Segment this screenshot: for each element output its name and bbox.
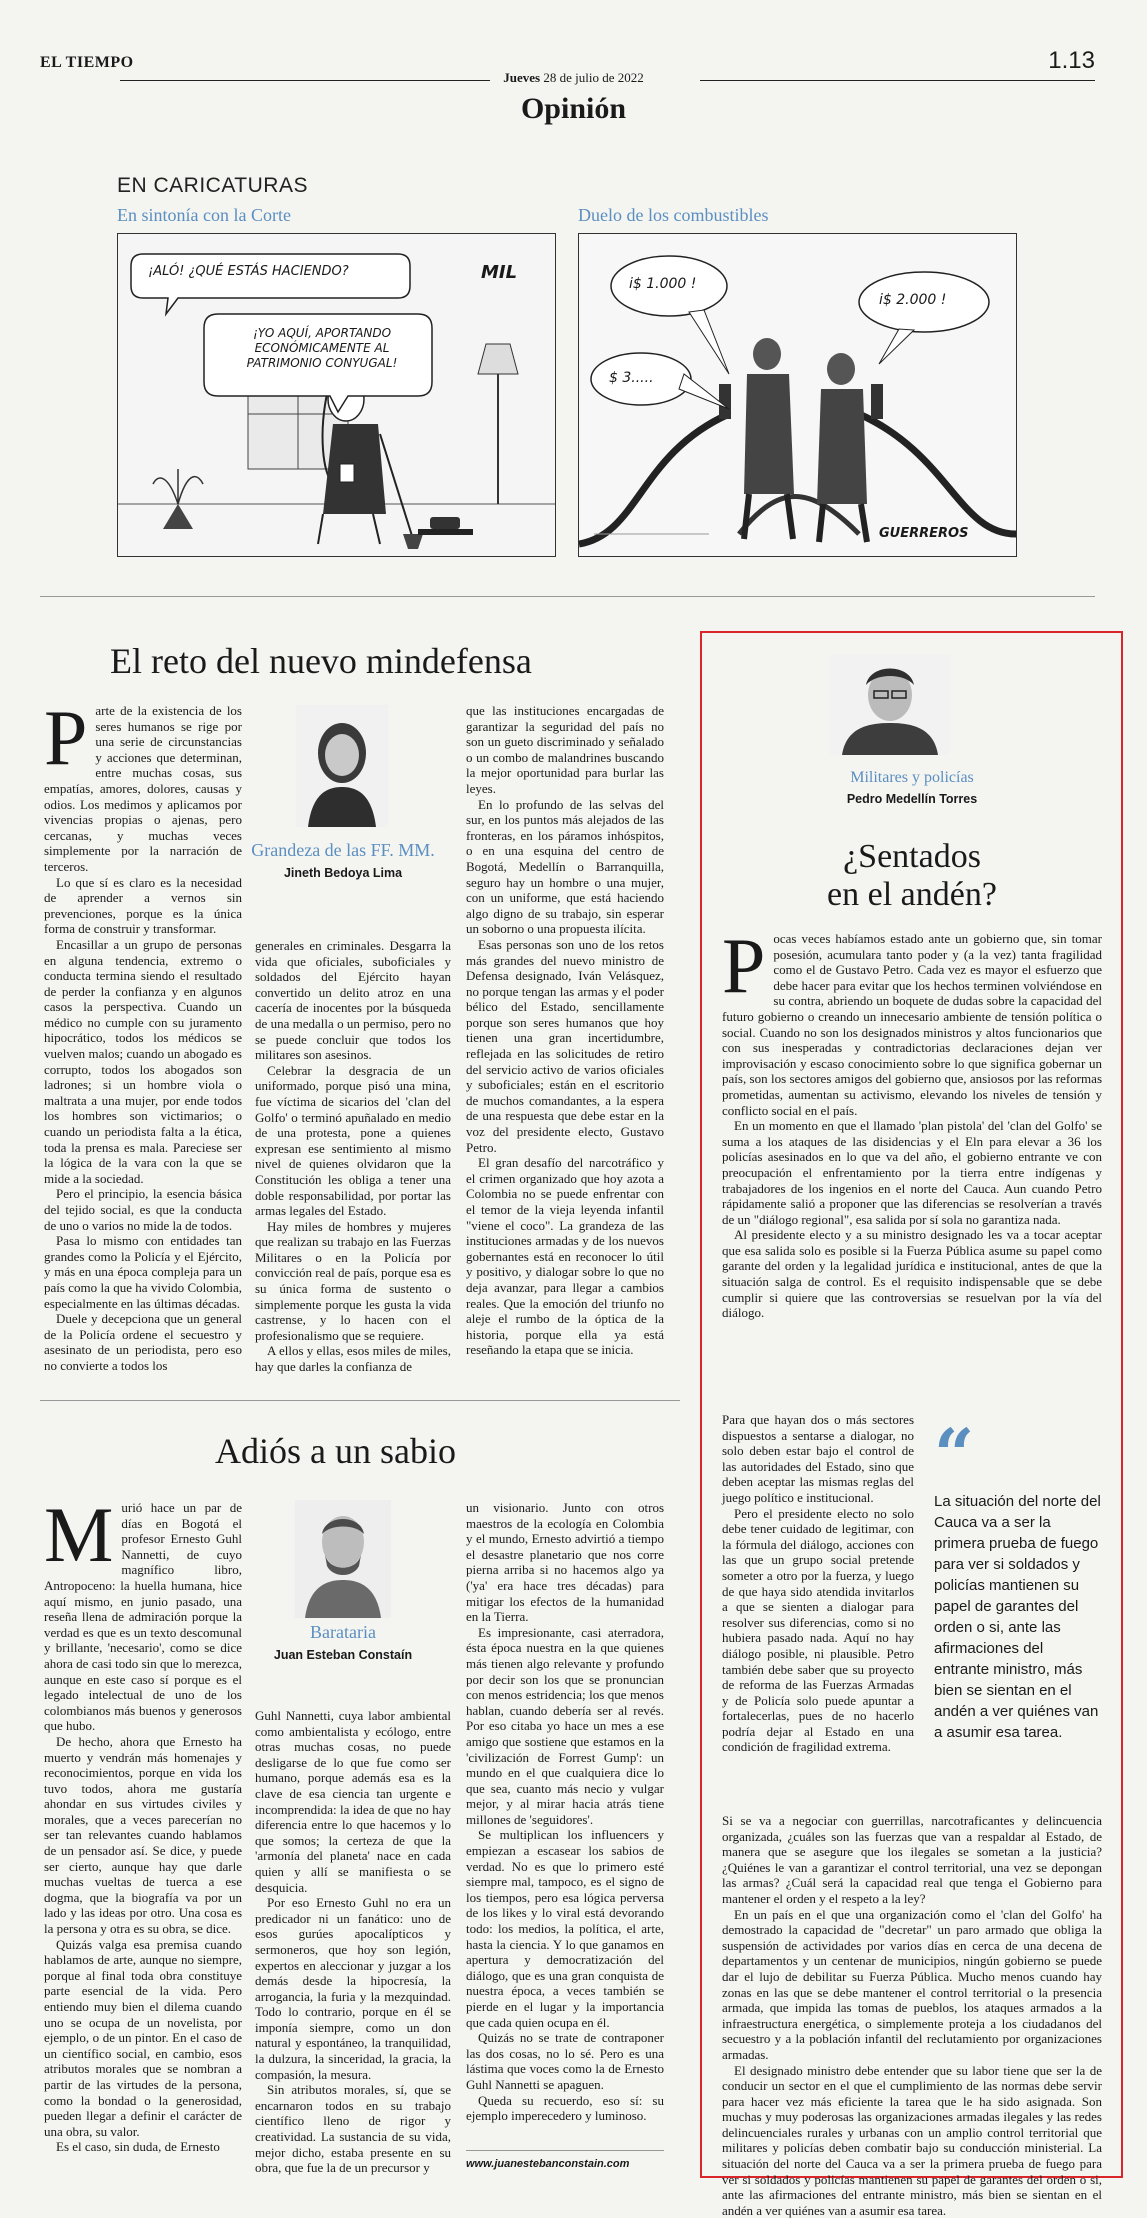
- article-2-col1-p4: Es el caso, sin duda, de Ernesto: [44, 2139, 242, 2155]
- article-2-author: Juan Esteban Constaín: [248, 1648, 438, 1662]
- article-3-body-narrow: [722, 1412, 914, 1755]
- section-divider: [40, 596, 1095, 597]
- article-1-col1-p2: Lo que sí es claro es la necesidad de aprender a vernos sin prevenciones, porque es la única forma de construir y transformar.: [44, 875, 242, 937]
- cartoon-left: [117, 233, 556, 557]
- author-photo-bedoya-drawing: [296, 705, 388, 827]
- author-photo-constain-drawing: [295, 1500, 391, 1618]
- cartoon-right-bubble-1: i$ 1.000 !: [629, 276, 696, 292]
- author-photo-constain: [295, 1500, 391, 1618]
- article-2-col3-p4: Quizás no se trate de contraponer las dos cosas, no lo sé. Pero es una lástima que voces como la de Ernesto Guhl Nannetti se apaguen.: [466, 2030, 664, 2092]
- page-number: 1.13: [1048, 47, 1095, 75]
- article-1-col3-p2: En lo profundo de las selvas del sur, en los puntos más alejados de las fronteras, en los páramos inhóspitos, o en una esquina del centro de Bogotá, Medellín o Barranquilla, seguro hay un hombre o una mujer, con un uniforme, que está haciendo algo digno de su trabajo, sin esperar un soborno o una propuesta ilícita.: [466, 797, 664, 937]
- article-2-col1-p3: Quizás valga esa premisa cuando hablamos de arte, aunque no siempre, porque al final toda obra constituye parte esencial de la vida. Pero entiendo muy bien el dilema cuando uno se ocupa de un novelista, por ejemplo, o de un pintor. En el caso de un científico social, en cambio, esos atributos morales que se nombran a partir de las virtudes de la persona, como la bondad o la generosidad, pueden llegar a definir el carácter de una obra, su valor.: [44, 1937, 242, 2140]
- article-2-dropcap: M: [44, 1504, 113, 1566]
- cartoon-right-title: Duelo de los combustibles: [578, 205, 768, 226]
- dateline: [0, 70, 1147, 86]
- article-3-p2: En un momento en que el llamado 'plan pistola' del 'clan del Golfo' se suma a los ataques de las disidencias y el Eln para elevar a 36 los policías asesinados en lo que va del año, el gobierno entrante ve con preocupación el enfrentamiento por la tierra entre indígenas y trabajadores de los ingenios en el norte del Cauca. Aun cuando Petro rápidamente salió a proponer que las diferencias se resolverían a través de un "diálogo regional", esa salida por sí sola no garantiza nada.: [722, 1118, 1102, 1227]
- quote-icon: “: [934, 1425, 974, 1485]
- article-2-col2-p3: Sin atributos morales, sí, que se encarnaron todos en su trabajo científico lleno de rigor y creatividad. La sustancia de su vida, mejor dicho, estaba presente en su obra, que fue la de un precursor y: [255, 2082, 451, 2176]
- article-2-col2-p1: Guhl Nannetti, cuya labor ambiental como ambientalista y ecólogo, entre otras muchas cosas, no puede desligarse de lo que fue como ser humano, porque además esa es la clave de esa ciencia tan urgente e incomprendida: la idea de que no hay diferencia entre lo que hacemos y lo que somos; la certeza de que la 'armonía del planeta' nace en cada quien y allí se manifiesta o se desquicia.: [255, 1708, 451, 1895]
- cartoon-left-bubble-2: ¡YO AQUÍ, APORTANDO ECONÓMICAMENTE AL PATRIMONIO CONYUGAL!: [222, 326, 422, 371]
- article-1-col2-p2: Celebrar la desgracia de un uniformado, porque pisó una mina, fue víctima de sicarios del 'clan del Golfo' o terminó apuñalado en medio de una protesta, pone a quienes expresan ese sentimiento al mismo nivel de quienes olvidaron que la Constitución les obliga a tener una doble responsabilidad, por portar las armas legales del Estado.: [255, 1063, 451, 1219]
- date-day: Jueves: [503, 70, 540, 85]
- cartoon-right-bubble-3: $ 3.....: [609, 370, 654, 386]
- article-1-section: Grandeza de las FF. MM.: [248, 840, 438, 861]
- article-2-col1-p1: urió hace un par de días en Bogotá el profesor Ernesto Guhl Nannetti, de cuyo magnífico libro, Antropoceno: la huella humana, hice aquí mismo, en junio pasado, una reseña llena de admiración porque la verdad es que es un texto descomunal y brillante, 'necesario', como se dice ahora de casi todo sin que lo merezca, aunque en este caso sí porque es el legado intelectual de uno de los colombianos más buenos y generosos que hubo.: [44, 1500, 242, 1733]
- article-3-body-top: [722, 931, 1102, 1321]
- article-3-p7: En un país en el que una organización como el 'clan del Golfo' ha demostrado la capacidad de "decretar" un paro armado que obliga la suspensión de actividades por varios días en cerca de una decena de departamentos y un centenar de municipios, ningún gobierno se puede dar el lujo de debilitar su Fuerza Pública. Mucho menos cuando hay zonas en las que se debe mantener el control territorial o la presencia armada, que impida las tomas de pueblos, los ataques armados a la infraestructura energética, o simplemente proteja a los ciudadanos del secuestro y a la población infantil del reclutamiento por organizaciones armadas.: [722, 1907, 1102, 2063]
- article-3-body-bottom: [722, 1813, 1102, 2218]
- author-website-link[interactable]: www.juanestebanconstain.com: [466, 2158, 629, 2170]
- author-photo-medellin: [830, 655, 950, 755]
- article-3-headline-line-1: ¿Sentados: [702, 838, 1122, 876]
- cartoon-left-bubble-1: ¡ALÓ! ¿QUÉ ESTÁS HACIENDO?: [148, 264, 398, 279]
- caricaturas-heading: EN CARICATURAS: [117, 174, 308, 198]
- article-1-col1-p5: Pasa lo mismo con entidades tan grandes como la Policía y el Ejército, y más en una época compleja para un país como la que ha vivido Colombia, especialmente en las últimas décadas.: [44, 1233, 242, 1311]
- date-rest: 28 de julio de 2022: [543, 70, 643, 85]
- article-1-col3-p4: El gran desafío del narcotráfico y el crimen organizado que hoy azota a Colombia no se puede enfrentar con el temor de la vieja leyenda infantil "viene el coco". La grandeza de las instituciones armadas y de los nuevos gobernantes está en reconocer lo útil y positivo, y dialogar sobre lo que no deja avanzar, para llegar a cambios reales. Que la emoción del triunfo no aleje el rumbo de la óptica de la historia, porque ella ya está reseñando la etapa que se inicia.: [466, 1155, 664, 1358]
- article-3-p6: Si se va a negociar con guerrillas, narcotraficantes y delincuencia organizada, ¿cuáles son las fuerzas que van a respaldar al Estado, de manera que se asegure que los ilegales se sometan a la justicia? ¿Quiénes le van a garantizar el control territorial, una vez se depongan las armas? ¿Cuál será la capacidad real que tenga el Gobierno para mantener el orden y el respeto a la ley?: [722, 1813, 1102, 1907]
- article-1-dropcap: P: [44, 707, 87, 769]
- article-1-col2-p3: Hay miles de hombres y mujeres que realizan su trabajo en las Fuerzas Militares o en la Policía por convicción real de país, porque esa es su única forma de sustento o simplemente porque les gusta la vida castrense, y lo hacen con el profesionalismo que se requiere.: [255, 1219, 451, 1344]
- article-1-headline: El reto del nuevo mindefensa: [110, 640, 532, 682]
- url-rule: [466, 2150, 664, 2151]
- article-2-headline: Adiós a un sabio: [215, 1430, 456, 1472]
- article-3-headline-line-2: en el andén?: [702, 876, 1122, 914]
- article-3-dropcap: P: [722, 935, 765, 997]
- article-1-col3-p1: que las instituciones encargadas de garantizar la seguridad del país no son un gueto discriminado y señalado o un combo de malandrines buscando la mejor oportunidad para burlar las leyes.: [466, 703, 664, 797]
- article-2-col-1: [44, 1500, 242, 2155]
- article-1-col2-p1: generales en criminales. Desgarra la vida que oficiales, suboficiales y soldados del Ejército hayan convertido un delito atroz en una cacería de inocentes por la búsqueda de una medalla o un permiso, pero no se puede concluir que todos los militares son asesinos.: [255, 938, 451, 1063]
- article-1-col3-p3: Esas personas son uno de los retos más grandes del nuevo ministro de Defensa designado, Iván Velásquez, no porque tengan las armas y el poder bélico del Estado, sencillamente porque son seres humanos que hoy tienen una gran incertidumbre, reflejada en las solicitudes de retiro del servicio activo de varios oficiales y suboficiales; están en el escritorio de muchos comandantes, a la espera de una respuesta que debe estar en la voz del presidente electo, Gustavo Petro.: [466, 937, 664, 1155]
- article-2-col-3: [466, 1500, 664, 2124]
- article-2-col3-p1: un visionario. Junto con otros maestros de la ecología en Colombia y el mundo, Ernesto advirtió a tiempo el desastre planetario que nos corre pierna arriba si no hacemos algo ya ('ya' era hace tres décadas) para mitigar los efectos de la humanidad en la Tierra.: [466, 1500, 664, 1625]
- cartoon-left-signature: MIL: [481, 262, 517, 283]
- cartoon-left-title: En sintonía con la Corte: [117, 205, 291, 226]
- author-photo-bedoya: [296, 705, 388, 827]
- article-3-p4: Para que hayan dos o más sectores dispuestos a sentarse a dialogar, no solo deben estar bajo el control de las autoridades del Estado, sino que deben aceptar las mismas reglas del juego político e institucional.: [722, 1412, 914, 1506]
- article-2-col1-p2: De hecho, ahora que Ernesto ha muerto y vendrán más homenajes y reconocimientos, porque en vida los tuvo todos, ahora me gustaría ahondar en sus virtudes civiles y morales, que a veces parecerían no ser tan relevantes cuando hablamos de un pensador así. Se dice, y puede ser cierto, aunque hay que darle muchas vueltas de tuerca a ese dogma, que la biografía va por un lado y las ideas por otro. Una cosa es la persona y otra es su obra, se dice.: [44, 1734, 242, 1937]
- article-1-col1-p4: Pero el principio, la esencia básica del tejido social, es que la conducta de uno o varios no mide la de todos.: [44, 1186, 242, 1233]
- article-3-p1: ocas veces habíamos estado ante un gobierno que, sin tomar posesión, acumulara tanto poder y (a la vez) tanta fragilidad como el de Gustavo Petro. Cada vez es mayor el esfuerzo que debe hacer para evitar que los hechos terminen volviéndose en su contra, abriendo un boquete de dudas sobre la capacidad del futuro gobierno o creando un innecesario ambiente de tensión política o social. Cuando no son los designados ministros y altos funcionarios que con sus inesperadas y contradictorias declaraciones dejan ver improvisación y escaso conocimiento sobre lo que significa gobernar un país, son los sectores amigos del gobierno que, ansiosos por las reformas prometidas, aumentan su activismo, elevando los niveles de tensión y conflicto social en el país.: [722, 931, 1102, 1118]
- article-2-section: Barataria: [248, 1622, 438, 1643]
- article-2-col3-p2: Es impresionante, casi aterradora, ésta época nuestra en la que quienes más tienen algo relevante y profundo por decir son los que se pronuncian con menos estridencia; los que menos hablan, cuando debería ser al revés. Por eso citaba yo hace un mes a ese amigo que sostiene que estamos en la 'civilización de Forrest Gump': un mundo en el que cualquiera dice lo que sea, cuanto más necio y vulgar mejor, y al mirar hacia atrás tiene millones de 'seguidores'.: [466, 1625, 664, 1828]
- cartoon-right-signature: GUERREROS: [879, 526, 968, 541]
- article-2-col-2: [255, 1708, 451, 2176]
- article-2-col3-p5: Queda su recuerdo, eso sí: su ejemplo imperecedero y luminoso.: [466, 2093, 664, 2124]
- article-3-p5: Pero el presidente electo no solo debe tener cuidado de legitimar, con la fórmula del diálogo, acciones con las que un grupo social pretende someter a otro por la fuerza, y luego de que haya sido atendida invitarlos a que se sienten a dialogar para resolver sus diferencias, como si no hubiera pasado nada. Aquí no hay diálogo posible, ni plausible. Petro también debe saber que su proyecto de reforma de las Fuerzas Armadas y de Policía solo puede apuntar a fortalecerlas, pues de no hacerlo podría dejar al Estado en una condición de fragilidad extrema.: [722, 1506, 914, 1756]
- article-1-col1-p1: arte de la existencia de los seres humanos se rige por una serie de circunstancias y acciones que determinan, entre muchas cosas, sus empatías, amores, dolores, causas y odios. Los medimos y aplicamos por vivencias propias o ajenas, pero cercanas, y muchas veces simplemente por la narración de terceros.: [44, 703, 242, 874]
- cartoon-right: [578, 233, 1017, 557]
- masthead: EL TIEMPO: [40, 54, 134, 72]
- article-1-col1-p3: Encasillar a un grupo de personas en alguna tendencia, extremo o conducta termina siendo el resultado de perder la confianza y en algunos casos la perspectiva. Cuando un médico no cumple con su juramento hipocrático, todos los médicos se vuelven malos; cuando un abogado es corrupto, todos los abogados son ladrones; si un hombre viola o maltrata a una mujer, por ende todos los hombres son victimarios; o cuando un periodista falta a la ética, toda la prensa es mala. Pareciese ser la lógica de la vara con la que se mide a la sociedad.: [44, 937, 242, 1187]
- article-1-col1-p6: Duele y decepciona que un general de la Policía ordene el secuestro y asesinato de un periodista, pero eso no convierte a todos los: [44, 1311, 242, 1373]
- article-2-col3-p3: Se multiplican los influencers y empiezan a escasear los sabios de verdad. No es que lo primero esté siempre mal, tampoco, es el signo de los tiempos, pero esa lógica perversa de los likes y lo viral está devorando todo: los medios, la política, el arte, hasta la ciencia. Y lo que ganamos en apertura y democratización del diálogo, que es una gran conquista de nuestra época, a veces también se pierde en el lugar y la importancia que cada quien ocupa en él.: [466, 1827, 664, 2030]
- article-3-p3: Al presidente electo y a su ministro designado les va a tocar aceptar que esa salida solo es posible si la Fuerza Pública asume su papel como garante del orden y la legalidad jurídica e institucional, antes de que la situación salga de control. Es el requisito indispensable que se debe cumplir si quiere que las controversias se resuelvan por la vía del diálogo.: [722, 1227, 1102, 1321]
- opinion-box: [700, 631, 1123, 2178]
- cartoon-right-bubble-2: i$ 2.000 !: [879, 292, 946, 308]
- article-3-headline: [702, 838, 1122, 914]
- pull-quote: La situación del norte del Cauca va a ser la primera prueba de fuego para ver si soldados y policías mantienen su papel de garantes del orden o si, ante las afirmaciones del entrante ministro, más bien se sientan en el andén a ver quiénes van a asumir esa tarea.: [934, 1491, 1102, 1743]
- author-photo-medellin-drawing: [830, 655, 950, 755]
- article-3-section: Militares y policías: [702, 769, 1122, 787]
- article-1-col2-p4: A ellos y ellas, esos miles de miles, hay que darles la confianza de: [255, 1343, 451, 1374]
- article-divider: [40, 1400, 680, 1401]
- article-1-col-1: [44, 703, 242, 1374]
- article-3-p8: El designado ministro debe entender que su labor tiene que ser la de conducir un sector en el que el cumplimiento de las normas debe servir para hacer vez más eficiente la tarea que le ha sido asignada. Son muchas y muy poderosas las organizaciones armadas ilegales y las redes delincuenciales rurales y urbanas con un amplio control territorial que militares y policías deben combatir bajo su conducción ministerial. La situación del norte del Cauca va a ser la primera prueba de fuego para ver si soldados y policías mantienen su papel de garantes del orden o si, ante las afirmaciones del entrante ministro, más bien se sientan en el andén a ver quiénes van a asumir esa tarea.: [722, 2063, 1102, 2218]
- article-1-col-3: [466, 703, 664, 1358]
- article-2-col2-p2: Por eso Ernesto Guhl no era un predicador ni un fanático: uno de esos gurúes apocalípticos y sermoneros, que hoy son legión, expertos en aleccionar y juzgar a los demás desde la hipocresía, la arrogancia, la furia y la mezquindad. Todo lo contrario, porque en él se imponía siempre, como un don natural y espontáneo, la tranquilidad, la dulzura, la sinceridad, la gracia, la compasión, la mesura.: [255, 1895, 451, 2082]
- article-1-col-2: [255, 938, 451, 1375]
- article-1-author: Jineth Bedoya Lima: [248, 866, 438, 880]
- article-3-author: Pedro Medellín Torres: [702, 792, 1122, 806]
- section-title: Opinión: [0, 92, 1147, 126]
